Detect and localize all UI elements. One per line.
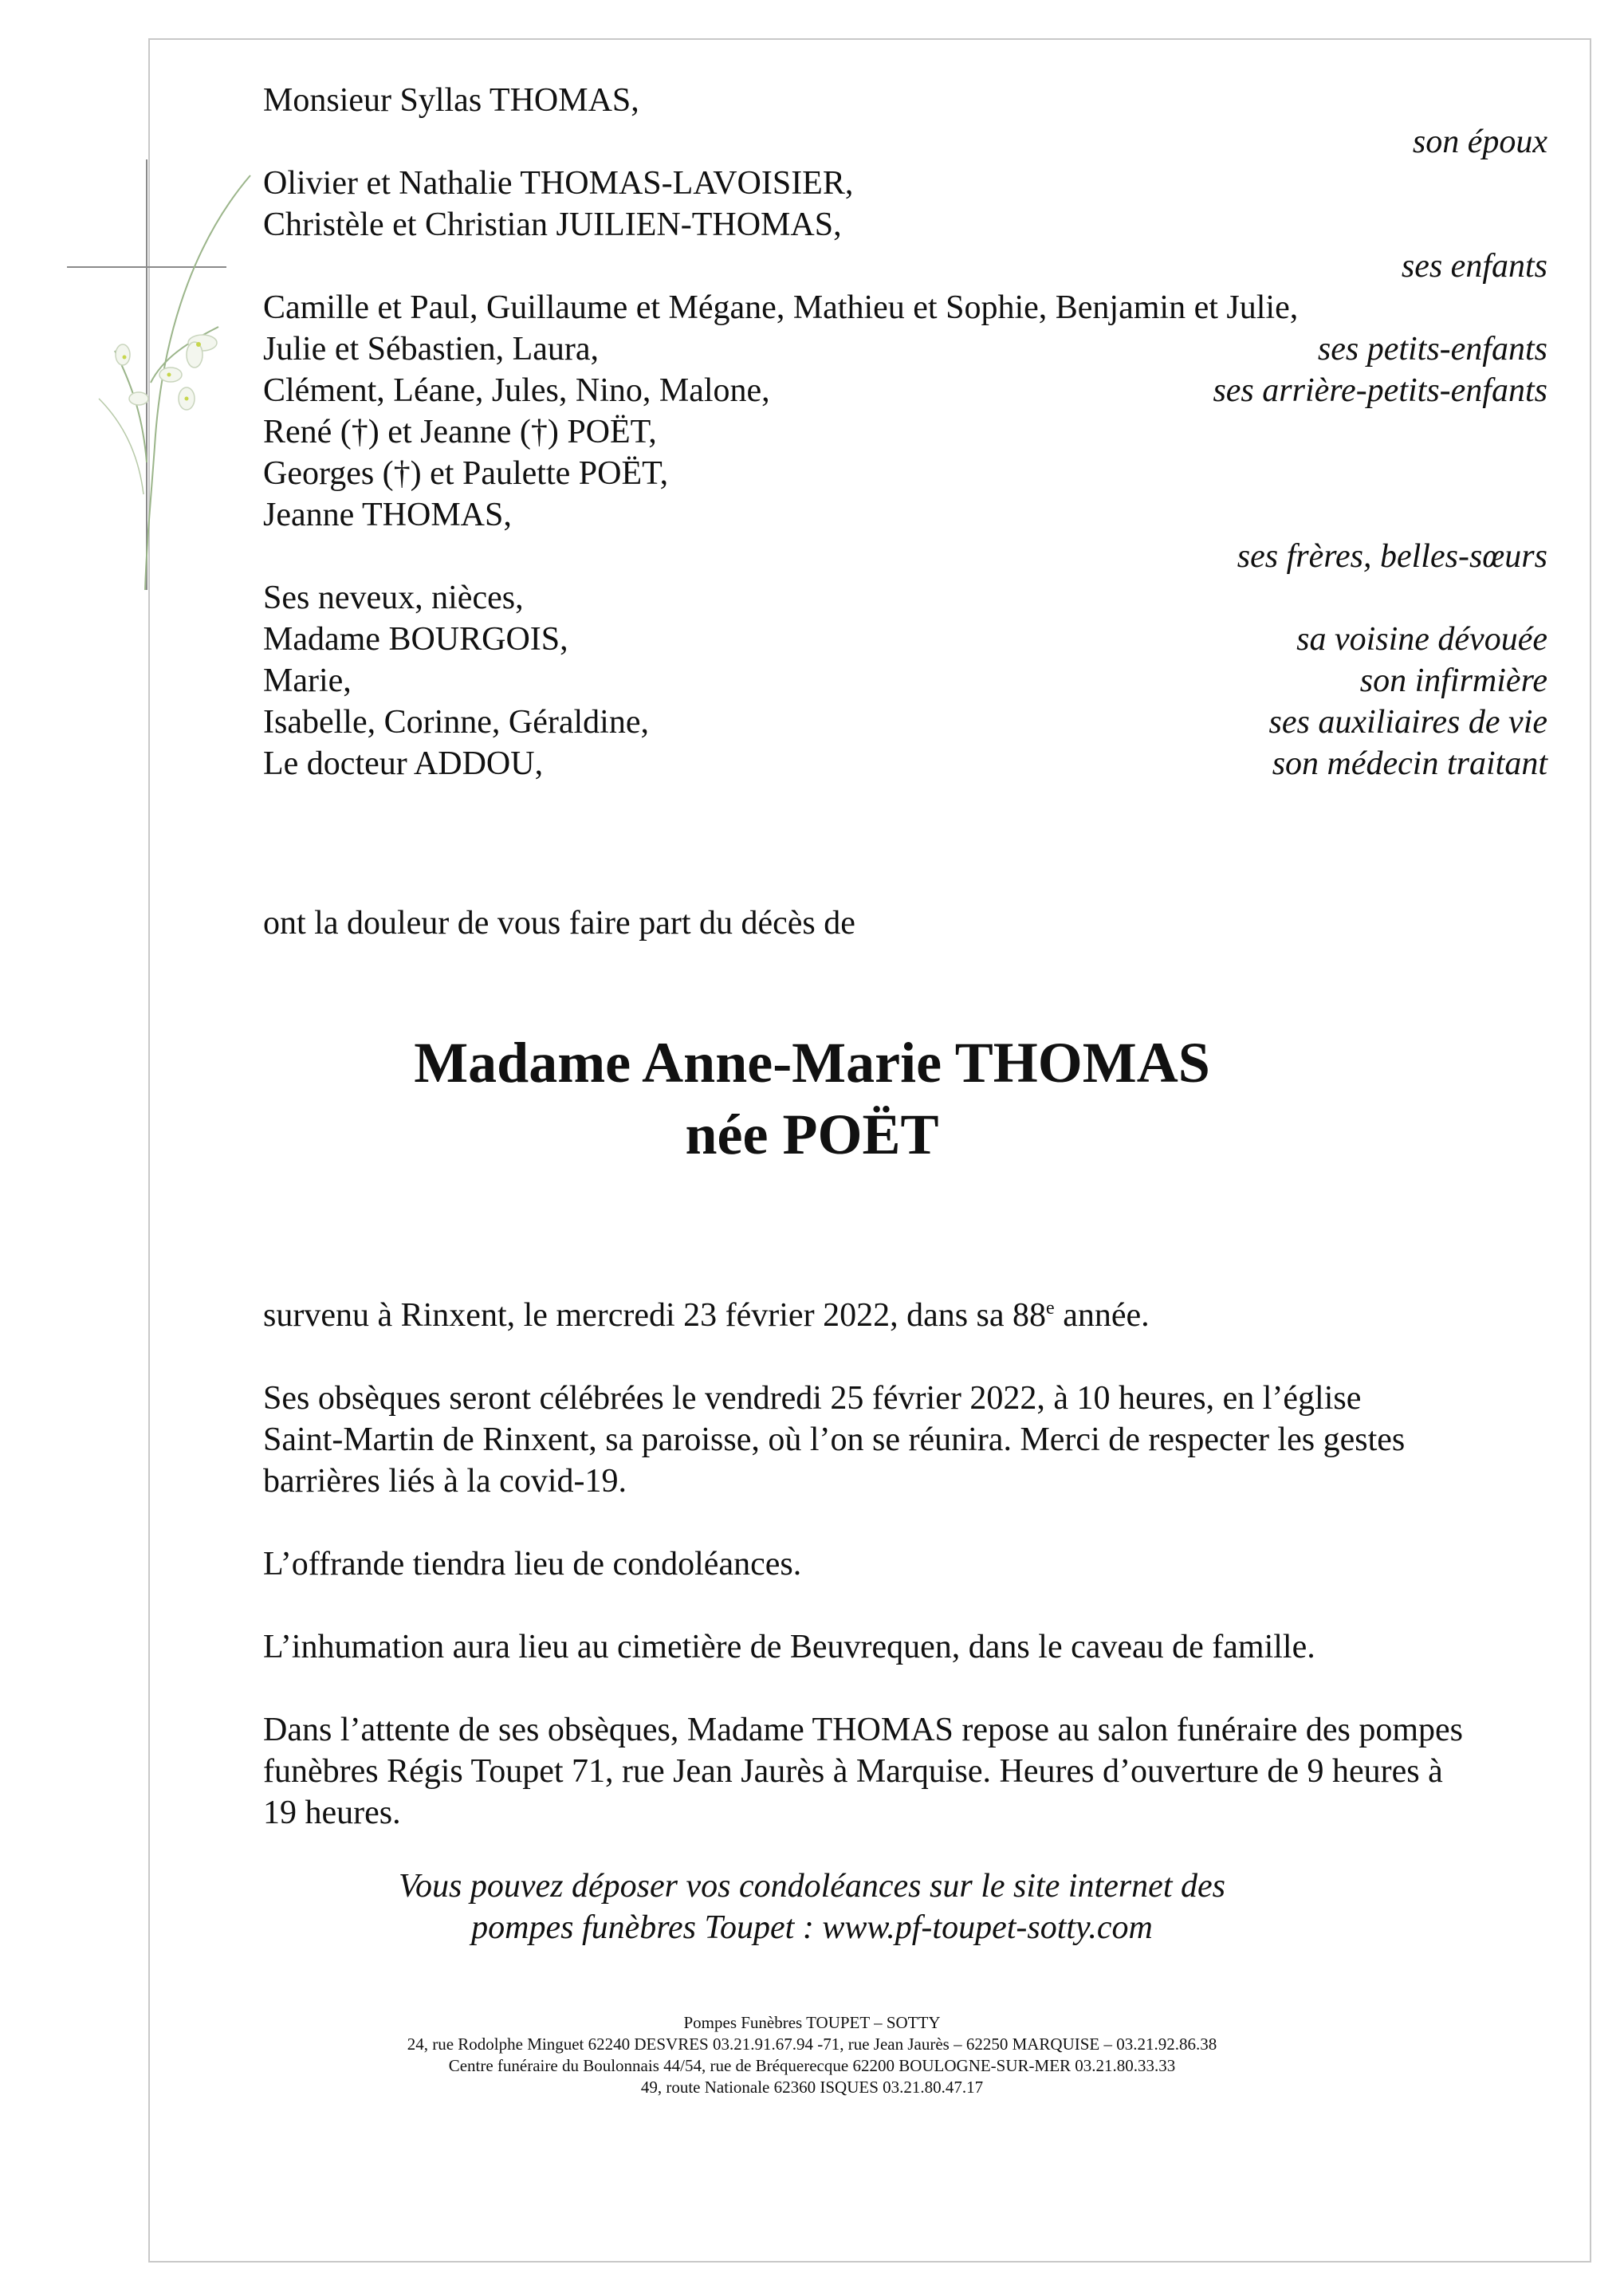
footer-address: Centre funéraire du Boulonnais 44/54, rue de Bréquerecque 62200 BOULOGNE-SUR-MER 03.21.80.33.33 — [448, 2056, 1176, 2075]
family-line: Olivier et Nathalie THOMAS-LAVOISIER, — [263, 165, 854, 202]
family-line: Madame BOURGOIS, — [263, 621, 568, 658]
announcement-text: ont la douleur de vous faire part du décès de — [263, 905, 855, 942]
family-line: Ses neveux, nièces, — [263, 580, 524, 616]
relation-label: son infirmière — [1359, 662, 1547, 699]
family-line: Isabelle, Corinne, Géraldine, — [263, 704, 649, 741]
footer-address: 24, rue Rodolphe Minguet 62240 DESVRES 03.21.91.67.94 -71, rue Jean Jaurès – 62250 MARQUISE – 03.21.92.86.38 — [407, 2035, 1217, 2054]
family-line: Monsieur Syllas THOMAS, — [263, 82, 639, 119]
footer-company: Pompes Funèbres TOUPET – SOTTY — [683, 2013, 941, 2032]
relation-label: ses arrière-petits-enfants — [1213, 372, 1547, 409]
family-line: Georges (†) et Paulette POËT, — [263, 455, 669, 492]
death-notice — [263, 1295, 1150, 1336]
family-line: Christèle et Christian JUILIEN-THOMAS, — [263, 206, 842, 243]
relation-label: son époux — [1412, 124, 1547, 160]
offering-paragraph: L’offrande tiendra lieu de condoléances. — [263, 1546, 802, 1582]
relation-label: ses petits-enfants — [1317, 331, 1547, 368]
cross-lily-icon — [67, 159, 258, 606]
funeral-paragraph — [263, 1378, 1539, 1502]
paragraph-line: Dans l’attente de ses obsèques, Madame THOMAS repose au salon funéraire des pompes — [263, 1712, 1463, 1748]
deceased-maiden-name: née POËT — [685, 1103, 939, 1166]
family-line: René (†) et Jeanne (†) POËT, — [263, 414, 657, 450]
condolences-line: Vous pouvez déposer vos condoléances sur le site internet des — [399, 1868, 1225, 1905]
paragraph-line: 19 heures. — [263, 1795, 401, 1831]
family-line: Clément, Léane, Jules, Nino, Malone, — [263, 372, 770, 409]
family-line: Julie et Sébastien, Laura, — [263, 331, 600, 368]
relation-label: son médecin traitant — [1272, 745, 1547, 782]
family-line: Camille et Paul, Guillaume et Mégane, Mathieu et Sophie, Benjamin et Julie, — [263, 289, 1299, 326]
paragraph-line: barrières liés à la covid-19. — [263, 1463, 627, 1500]
paragraph-line: funèbres Régis Toupet 71, rue Jean Jaurès à Marquise. Heures d’ouverture de 9 heures à — [263, 1753, 1443, 1790]
burial-paragraph: L’inhumation aura lieu au cimetière de Beuvrequen, dans le caveau de famille. — [263, 1629, 1315, 1665]
relation-label: sa voisine dévouée — [1296, 621, 1547, 658]
relation-label: ses auxiliaires de vie — [1268, 704, 1547, 741]
ordinal-superscript: e — [1046, 1298, 1055, 1319]
deceased-name: Madame Anne-Marie THOMAS — [414, 1031, 1210, 1095]
paragraph-line: Saint-Martin de Rinxent, sa paroisse, où l’on se réunira. Merci de respecter les gestes — [263, 1421, 1406, 1458]
condolences-line: pompes funèbres Toupet : www.pf-toupet-sotty.com — [471, 1909, 1153, 1946]
family-line: Le docteur ADDOU, — [263, 745, 544, 782]
relation-label: ses enfants — [1401, 248, 1547, 285]
death-notice-end: année. — [1054, 1297, 1150, 1334]
rest-paragraph — [263, 1709, 1539, 1834]
family-line: Jeanne THOMAS, — [263, 497, 512, 533]
relation-label: ses frères, belles-sœurs — [1237, 538, 1547, 575]
family-line: Marie, — [263, 662, 352, 699]
footer-address: 49, route Nationale 62360 ISQUES 03.21.80.47.17 — [640, 2078, 984, 2097]
paragraph-line: Ses obsèques seront célébrées le vendredi 25 février 2022, à 10 heures, en l’église — [263, 1380, 1362, 1417]
death-notice-text: survenu à Rinxent, le mercredi 23 février 2022, dans sa 88 — [263, 1297, 1047, 1334]
